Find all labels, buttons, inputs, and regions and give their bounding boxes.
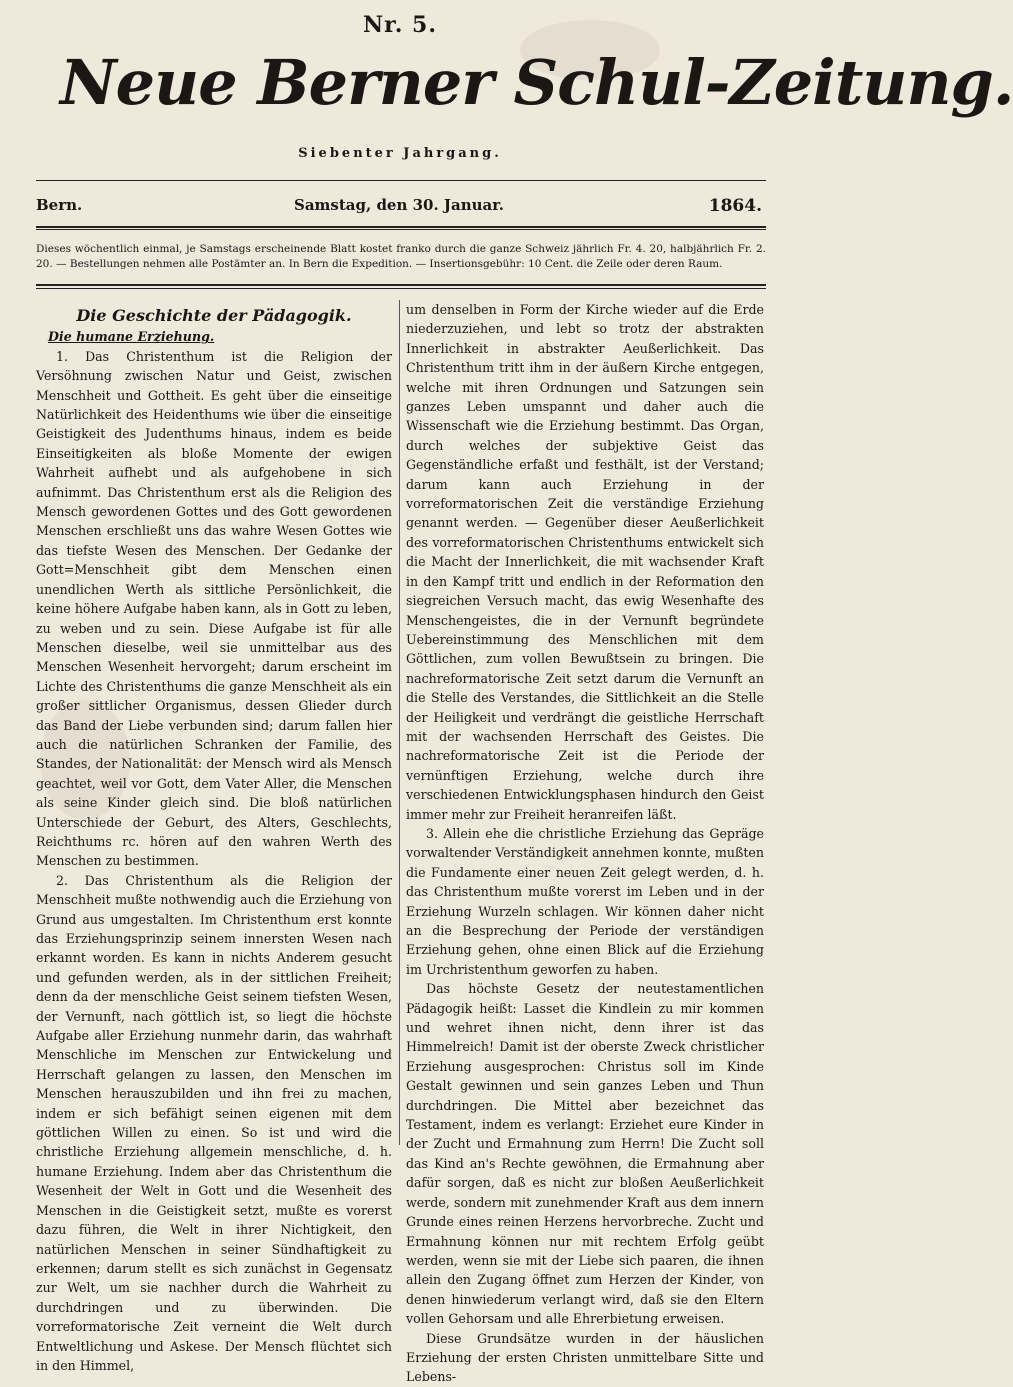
- divider-rule: [36, 288, 766, 289]
- divider-rule: [36, 284, 766, 286]
- divider-rule: [36, 180, 766, 181]
- dateline-place: Bern.: [36, 196, 83, 214]
- paragraph: 3. Allein ehe die christliche Erziehung das Gepräge vorwaltender Verständigkeit annehmen konnte, mußten die Fundamente einer neuen Zeit gelegt werden, d. h. das Christenthum mußte vorerst im Leben und in der Erziehung Wurzeln schlagen. Wir können daher nicht an die Besprechung der Periode der verständigen Erziehung gehen, ohne einen Blick auf die Erziehung im Urchristenthum geworfen zu haben.: [406, 825, 764, 977]
- column-divider: [399, 300, 400, 1145]
- article-subtitle: Die humane Erziehung.: [48, 329, 215, 345]
- paragraph: Das höchste Gesetz der neutestamentlichen Pädagogik heißt: Lasset die Kindlein zu mir kommen und wehret ihnen nicht, denn ihrer ist das Himmelreich! Damit ist der oberste Zweck christlicher Erziehung ausgesprochen: Christus soll im Kinde Gestalt gewinnen und sein ganzes Leben und Thun durchdringen. Die Mittel aber bezeichnet das Testament, indem es verlangt: Erziehet eure Kinder in der Zucht und Ermahnung zum Herrn! Die Zucht soll das Kind an's Rechte gewöhnen, die Ermahnung aber dafür sorgen, daß es nicht zur bloßen Aeußerlichkeit werde, sondern mit zunehmender Kraft aus dem innern Grunde eines reinen Herzens hervorbreche. Zucht und Ermahnung können nur mit rechtem Erfolg geübt werden, wenn sie mit der Liebe sich paaren, die ihnen allein den Zugang öffnet zum Herzen der Kinder, von denen hinwiederum verlangt wird, daß sie den Eltern vollen Gehorsam und alle Ehrerbietung erweisen.: [406, 981, 764, 1327]
- issue-number: Nr. 5.: [363, 12, 437, 38]
- dateline-date: Samstag, den 30. Januar.: [294, 196, 505, 214]
- right-column: [406, 300, 764, 1385]
- paragraph: 2. Das Christenthum als die Religion der Menschheit mußte nothwendig auch die Erziehung von Grund aus umgestalten. Im Christenthum erst konnte das Erziehungsprinzip seinem innersten Wesen nach erkannt worden. Es kann in nichts Anderem gesucht und gefunden werden, als in der sittlichen Freiheit; denn da der menschliche Geist seinem tiefsten Wesen, der Vernunft, nach göttlich ist, so liegt die höchste Aufgabe aller Erziehung nunmehr darin, das wahrhaft Menschliche im Menschen zur Entwickelung und Herrschaft gelangen zu lassen, den Menschen im Menschen herauszubilden und ihn frei zu machen, indem er sich befähigt seinen eigenen mit dem göttlichen Willen zu einen. So ist und wird die christliche Erziehung allgemein menschliche, d. h. humane Erziehung. Indem aber das Christenthum die Wesenheit der Welt in Gott und die Wesenheit des Menschen in die Geistigkeit setzt, mußte es vorerst dazu führen, die Welt in ihrer Nichtigkeit, den natürlichen Menschen in seiner Sündhaftigkeit zu erkennen; darum stellt es sich zunächst in Gegensatz zur Welt, um sie nachher durch die Wahrheit zu durchdringen und zu überwinden. Die vorreformatorische Zeit verneint die Welt durch Entweltlichung und Askese. Der Mensch flüchtet sich in den Himmel,: [36, 872, 392, 1373]
- masthead-title: Neue Berner Schul-Zeitung.: [60, 46, 1013, 119]
- article-title: Die Geschichte der Pädagogik.: [76, 306, 352, 325]
- dateline: [36, 196, 766, 220]
- volume-subtitle: Siebenter Jahrgang.: [298, 146, 502, 161]
- dateline-year: 1864.: [708, 196, 762, 216]
- paragraph: um denselben in Form der Kirche wieder auf die Erde niederzuziehen, und lebt so trotz der abstrakten Innerlichkeit in abstrakter Aeußerlichkeit. Das Christenthum tritt ihm in der äußern Kirche entgegen, welche mit ihren Ordnungen und Satzungen sein ganzes Leben umspannt und daher auch die Wissenschaft wie die Erziehung bestimmt. Das Organ, durch welches der subjektive Geist das Gegenständliche erfaßt und festhält, ist der Verstand; darum kann auch Erziehung in der vorreformatorischen Zeit die verständige Erziehung genannt werden. — Gegenüber dieser Aeußerlichkeit des vorreformatorischen Christenthums entwickelt sich die Macht der Innerlichkeit, die mit wachsender Kraft in den Kampf tritt und endlich in der Reformation den siegreichen Versuch macht, das ewig Wesenhafte des Menschengeistes, die in der Vernunft begründete Uebereinstimmung des Menschlichen mit dem Göttlichen, zum vollen Bewußtsein zu bringen. Die nachreformatorische Zeit setzt darum die Vernunft an die Stelle des Verstandes, die Sittlichkeit an die Stelle der Heiligkeit und verdrängt die geistliche Herrschaft mit der wachsenden Herrschaft des Geistes. Die nachreformatorische Zeit ist die Periode der vernünftigen Erziehung, welche durch ihre verschiedenen Entwicklungsphasen hindurch den Geist immer mehr zur Freiheit heranreifen läßt.: [406, 302, 764, 822]
- subscription-notice: Dieses wöchentlich einmal, je Samstags erscheinende Blatt kostet franko durch die ganze Schweiz jährlich Fr. 4. 20, halbjährlich Fr. 2. 20. — Bestellungen nehmen alle Postämter an. In Bern die Expedition. — Insertionsgebühr: 10 Cent. die Zeile oder deren Raum.: [36, 243, 766, 270]
- divider-rule: [36, 229, 766, 230]
- paragraph: Diese Grundsätze wurden in der häuslichen Erziehung der ersten Christen unmittelbare Sitte und Lebens-: [406, 1330, 764, 1385]
- divider-rule: [36, 226, 766, 228]
- paragraph: 1. Das Christenthum ist die Religion der Versöhnung zwischen Natur und Geist, zwischen Menschheit und Gottheit. Es geht über die einseitige Natürlichkeit des Heidenthums wie über die einseitige Geistigkeit des Judenthums hinaus, indem es beide Einseitigkeiten als bloße Momente der ewigen Wahrheit aufhebt und als aufgehobene in sich aufnimmt. Das Christenthum erst als die Religion des Mensch gewordenen Gottes und des Gott gewordenen Menschen erschließt uns das wahre Wesen Gottes wie das tiefste Wesen des Menschen. Der Gedanke der Gott=Menschheit gibt dem Menschen einen unendlichen Werth als sittliche Persönlichkeit, die keine höhere Aufgabe haben kann, als in Gott zu leben, zu weben und zu sein. Diese Aufgabe ist für alle Menschen dieselbe, weil sie unmittelbar aus des Menschen Wesenheit hervorgeht; darum erscheint im Lichte des Christenthums die ganze Menschheit als ein großer sittlicher Organismus, dessen Glieder durch das Band der Liebe verbunden sind; darum fallen hier auch die natürlichen Schranken der Familie, des Standes, der Nationalität: der Mensch wird als Mensch geachtet, weil vor Gott, dem Vater Aller, die Menschen als seine Kinder gleich sind. Die bloß natürlichen Unterschiede der Geburt, des Alters, Geschlechts, Reichthums rc. hören auf den wahren Werth des Menschen zu bestimmen.: [36, 348, 392, 869]
- left-column: [36, 300, 392, 1373]
